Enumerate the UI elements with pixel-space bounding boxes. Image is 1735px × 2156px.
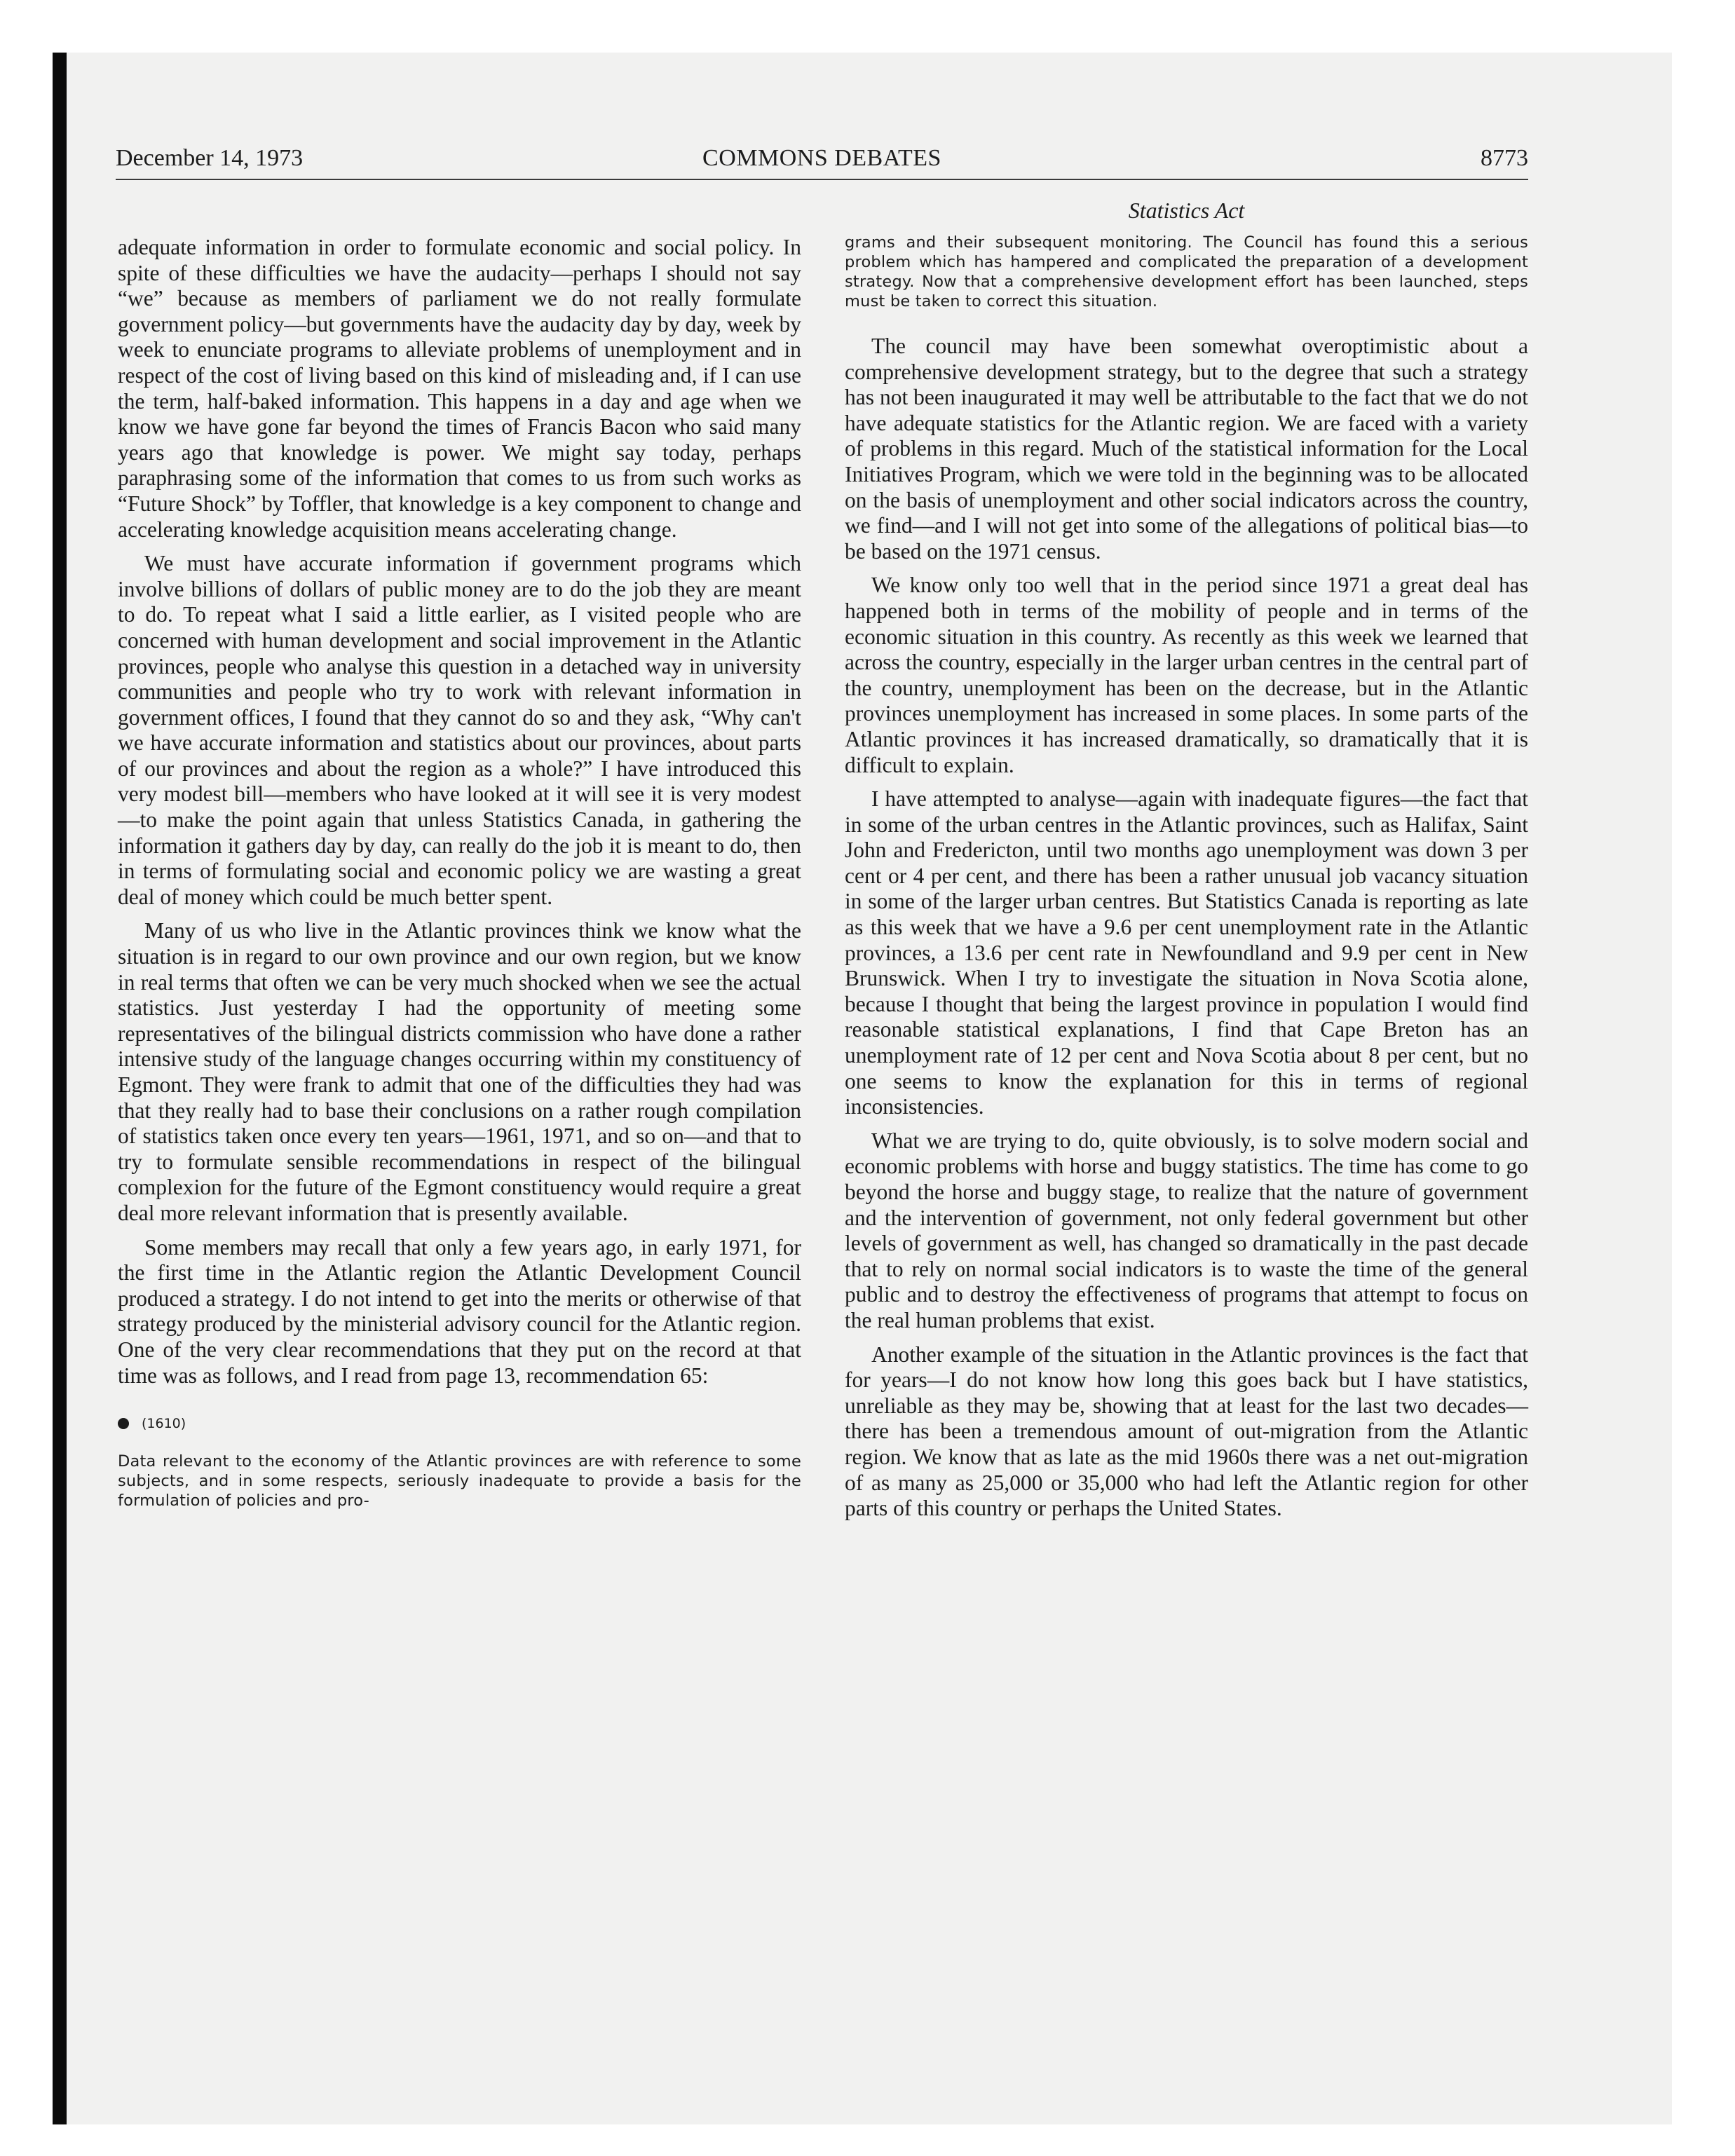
header-title: COMMONS DEBATES — [702, 145, 941, 171]
header-page-number: 8773 — [1481, 145, 1528, 171]
section-title: Statistics Act — [1128, 198, 1245, 223]
left-column — [118, 196, 801, 1510]
running-header — [116, 142, 1528, 180]
scan-edge-bar — [53, 53, 67, 2124]
quotation: Data relevant to the economy of the Atlantic provinces are with reference to some subjects, and in some respects, seriously inadequate to provide a basis for the formulation of policies and pro- — [118, 1452, 801, 1510]
time-marker-label: (1610) — [142, 1416, 186, 1432]
bullet-icon — [118, 1418, 129, 1429]
paragraph: adequate information in order to formulate economic and social policy. In spite of these difficulties we have the audacity—perhaps I should not say “we” because as members of parliament we do not really formulate government policy—but governments have the audacity day by day, week by week to enunciate programs to alleviate problems of unemployment and in respect of the cost of living based on this kind of misleading and, if I can use the term, half-baked information. This happens in a day and age when we know we have gone far beyond the times of Francis Bacon who said many years ago that knowledge is power. We might say today, perhaps paraphrasing some of the information that comes to us from such works as “Future Shock” by Toffler, that knowledge is a key component to change and accelerating knowledge acquisition means accelerating change. — [118, 235, 801, 542]
header-date: December 14, 1973 — [116, 145, 304, 171]
paragraph: Another example of the situation in the Atlantic provinces is the fact that for years—I do not know how long this goes back but I have statistics, unreliable as they may be, showing that at least for the last two decades—there has been a tremendous amount of out-migration from the Atlantic region. We know that as late as the mid 1960s there was a net out-migration of as many as 25,000 or 35,000 who had left the Atlantic region for other parts of this country or perhaps the United States. — [845, 1342, 1528, 1521]
paragraph: Some members may recall that only a few years ago, in early 1971, for the first time in the Atlantic region the Atlantic Development Council produced a strategy. I do not intend to get into the merits or otherwise of that strategy produced by the ministerial advisory council for the Atlantic region. One of the very clear recommendations that they put on the record at that time was as follows, and I read from page 13, recommendation 65: — [118, 1234, 801, 1388]
paragraph: What we are trying to do, quite obviously, is to solve modern social and economic problems with horse and buggy statistics. The time has come to go beyond the horse and buggy stage, to realize that the nature of government and the intervention of government, not only federal government but other levels of government as well, has changed so dramatically in the past decade that to rely on normal social indicators is to waste the time of the general public and to destroy the effectiveness of programs that attempt to focus on the real human problems that exist. — [845, 1128, 1528, 1332]
right-column — [845, 196, 1528, 1522]
paragraph: The council may have been somewhat overoptimistic about a comprehensive development strategy, but to the degree that such a strategy has not been inaugurated it may well be attributable to the fact that we do not have adequate statistics for the Atlantic region. We are faced with a variety of problems in this regard. Much of the statistical information for the Local Initiatives Program, which we were told in the beginning was to be allocated on the basis of unemployment and other social indicators across the country, we find—and I will not get into some of the allegations of political bias—to be based on the 1971 census. — [845, 334, 1528, 564]
quotation: grams and their subsequent monitoring. The Council has found this a serious problem which has hampered and complicated the preparation of a development strategy. Now that a comprehensive development effort has been launched, steps must be taken to correct this situation. — [845, 233, 1528, 311]
paragraph: We know only too well that in the period since 1971 a great deal has happened both in terms of the mobility of people and in terms of the economic situation in this country. As recently as this week we learned that across the country, especially in the larger urban centres in the central part of the country, unemployment has been on the decrease, but in the Atlantic provinces unemployment has increased in some places. In some parts of the Atlantic provinces it has increased dramatically, so dramatically that it is difficult to explain. — [845, 573, 1528, 777]
paragraph: We must have accurate information if government programs which involve billions of dollars of public money are to do the job they are meant to do. To repeat what I said a little earlier, as I visited people who are concerned with human development and social improvement in the Atlantic provinces, people who analyse this question in a detached way in university communities and people who try to work with relevant information in government offices, I found that they cannot do so and they ask, “Why can't we have accurate information and statistics about our provinces, about parts of our provinces and about the region as a whole?” I have introduced this very modest bill—members who have looked at it will see it is very modest—to make the point again that unless Statistics Canada, in gathering the information it gathers day by day, can really do the job it is meant to do, then in terms of formulating social and economic policy we are wasting a great deal of money which could be much better spent. — [118, 551, 801, 909]
paragraph: Many of us who live in the Atlantic provinces think we know what the situation is in regard to our own province and our own region, but we know in real terms that often we can be very much shocked when we see the actual statistics. Just yesterday I had the opportunity of meeting some representatives of the bilingual districts commission who have done a rather intensive study of the language changes occurring within my constituency of Egmont. They were frank to admit that one of the difficulties they had was that they really had to base their conclusions on a rather rough compilation of statistics taken once every ten years—1961, 1971, and so on—and that to try to formulate sensible recommendations in respect of the bilingual complexion for the future of the Egmont constituency would require a great deal more relevant information that is presently available. — [118, 918, 801, 1225]
paragraph: I have attempted to analyse—again with inadequate figures—the fact that in some of the urban centres in the Atlantic provinces, such as Halifax, Saint John and Fredericton, until two months ago unemployment was down 3 per cent or 4 per cent, and there has been a rather unusual job vacancy situation in some of the larger urban centres. But Statistics Canada is reporting as late as this week that we have a 9.6 per cent unemployment rate in the Atlantic provinces, a 13.6 per cent rate in Newfoundland and 9.9 per cent in New Brunswick. When I try to investigate the situation in Nova Scotia alone, because I thought that being the largest province in population I would find reasonable statistical explanations, I find that Cape Breton has an unemployment rate of 12 per cent and Nova Scotia about 8 per cent, but no one seems to know the explanation for this in terms of regional inconsistencies. — [845, 786, 1528, 1119]
time-marker — [118, 1414, 801, 1433]
